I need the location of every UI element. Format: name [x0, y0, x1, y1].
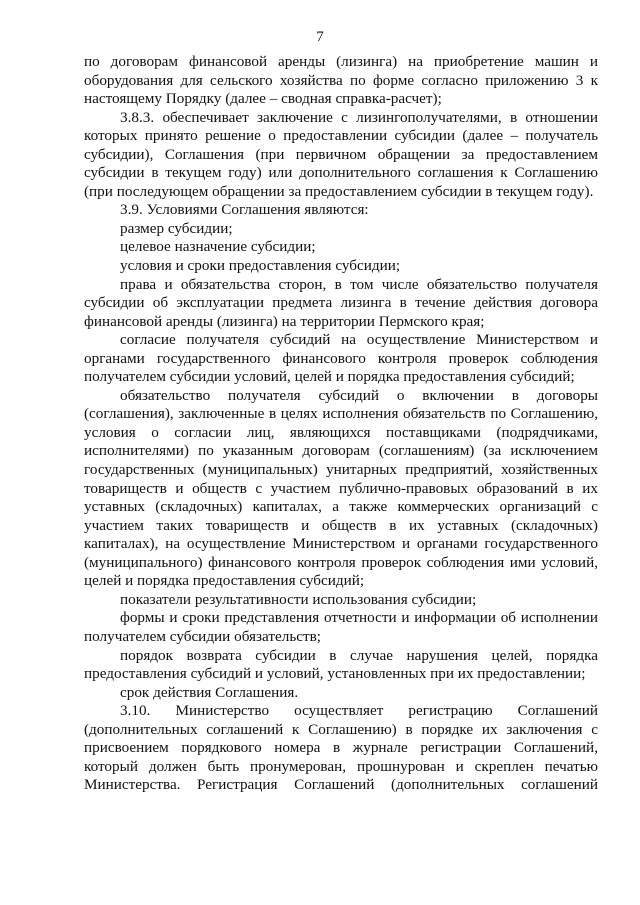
list-item-subsidy-amount: размер субсидии;	[120, 219, 233, 237]
list-item-term: срок действия Соглашения.	[120, 683, 299, 701]
paragraph-3-9-heading: 3.9. Условиями Соглашения являются:	[120, 201, 369, 219]
paragraph-3-10: 3.10. Министерство осуществляет регистрацию Соглашений (дополнительных соглашений к Соглашению) в порядке их заключения с присвоением порядкового номера в журнале регистрации Соглашений, который должен быть пронумерован, прошнурован и скреплен печатью Министерства. Регистрация Соглашений (дополнительных соглашений	[84, 702, 598, 794]
list-item-purpose: целевое назначение субсидии;	[120, 238, 316, 256]
list-item-rights-obligations: права и обязательства сторон, в том числе обязательство получателя субсидии об эксплуатации предмета лизинга в течение действия договора финансовой аренды (лизинга) на территории Пермского края;	[84, 275, 598, 330]
paragraph-summary-certificate: по договорам финансовой аренды (лизинга) на приобретение машин и оборудования для сельского хозяйства по форме согласно приложению 3 к настоящему Порядку (далее – сводная справка-расчет);	[84, 53, 598, 108]
document-body	[84, 53, 598, 795]
list-item-contract-obligation: обязательство получателя субсидий о включении в договоры (соглашения), заключенные в целях исполнения обязательств по Соглашению, условия о согласии лиц, являющихся поставщиками (подрядчиками, исполнителями) по указанным договорам (соглашениям) (за исключением государственных (муниципальных) унитарных предприятий, хозяйственных товариществ и обществ с участием публично-правовых образований в их уставных (складочных) капиталах, а также коммерческих организаций с участием таких товариществ и обществ в их уставных (складочных) капиталах), на осуществление Министерством и органами государственного (муниципального) финансового контроля проверок соблюдения ими условий, целей и порядка предоставления субсидий;	[84, 386, 598, 590]
page-number: 7	[316, 29, 324, 45]
list-item-refund-procedure: порядок возврата субсидии в случае нарушения целей, порядка предоставления субсидий и условий, установленных при их предоставлении;	[84, 646, 598, 683]
list-item-conditions: условия и сроки предоставления субсидии;	[120, 257, 401, 275]
paragraph-3-8-3: 3.8.3. обеспечивает заключение с лизингополучателями, в отношении которых принято решение о предоставлении субсидии (далее – получатель субсидии), Соглашения (при первичном обращении за предоставлением субсидии в текущем году) или дополнительного соглашения к Соглашению (при последующем обращении за предоставлением субсидии в текущем году).	[84, 108, 598, 200]
list-item-reporting: формы и сроки представления отчетности и информации об исполнении получателем субсидии обязательств;	[84, 609, 598, 645]
list-item-consent-inspections: согласие получателя субсидий на осуществление Министерством и органами государственного финансового контроля проверок соблюдения получателем субсидии условий, целей и порядка предоставления субсидий;	[84, 331, 598, 386]
list-item-performance-indicators: показатели результативности использования субсидии;	[120, 590, 477, 608]
